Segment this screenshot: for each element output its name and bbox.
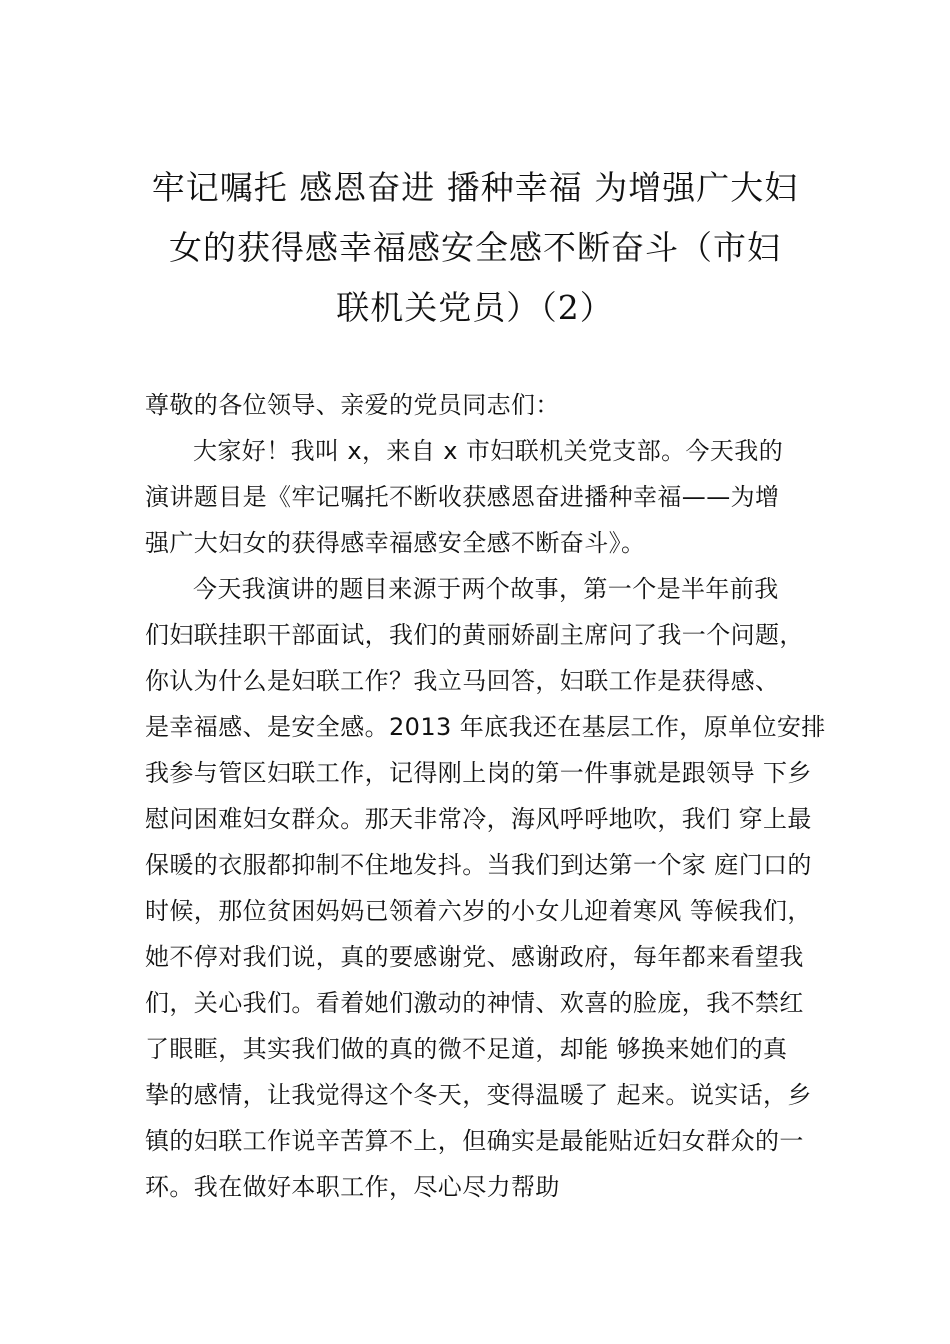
salutation: 尊敬的各位领导、亲爱的党员同志们： [145,391,560,419]
text-line: 们，关心我们。看着她们激动的神情、欢喜的脸庞，我不禁红 [145,989,804,1017]
title-line: 联机关党员）（2） [336,288,614,327]
text-line: 强广大妇女的获得感幸福感安全感不断奋斗》。 [145,529,646,557]
text-line: 是幸福感、是安全感。2013 年底我还在基层工作，原单位安排 [145,713,826,741]
text-line: 大家好！我叫 x，来自 x 市妇联机关党支部。今天我的 [193,437,784,465]
text-line: 挚的感情，让我觉得这个冬天，变得温暖了 起来。说实话，乡 [145,1081,812,1109]
document-body [145,382,835,1210]
text-line: 了眼眶，其实我们做的真的微不足道，却能 够换来她们的真 [145,1035,788,1063]
text-line: 环。我在做好本职工作，尽心尽力帮助 [145,1173,560,1201]
paragraph-1 [145,428,835,566]
text-line: 镇的妇联工作说辛苦算不上，但确实是最能贴近妇女群众的一 [145,1127,804,1155]
text-line: 我参与管区妇联工作，记得刚上岗的第一件事就是跟领导 下乡 [145,759,812,787]
text-line: 时候，那位贫困妈妈已领着六岁的小女儿迎着寒风 等候我们， [145,897,812,925]
title-line: 牢记嘱托 感恩奋进 播种幸福 为增强广大妇 [151,168,799,207]
text-line: 们妇联挂职干部面试，我们的黄丽娇副主席问了我一个问题， [145,621,804,649]
text-line: 演讲题目是《牢记嘱托不断收获感恩奋进播种幸福——为增 [145,483,780,511]
text-line: 她不停对我们说，真的要感谢党、感谢政府，每年都来看望我 [145,943,804,971]
text-line: 慰问困难妇女群众。那天非常冷，海风呼呼地吹，我们 穿上最 [145,805,812,833]
text-line: 你认为什么是妇联工作？我立马回答，妇联工作是获得感、 [145,667,780,695]
text-line: 保暖的衣服都抑制不住地发抖。当我们到达第一个家 庭门口的 [145,851,812,879]
document-title [120,158,830,338]
text-line: 今天我演讲的题目来源于两个故事，第一个是半年前我 [193,575,779,603]
paragraph-2 [145,566,835,1210]
title-line: 女的获得感幸福感安全感不断奋斗（市妇 [169,228,781,267]
